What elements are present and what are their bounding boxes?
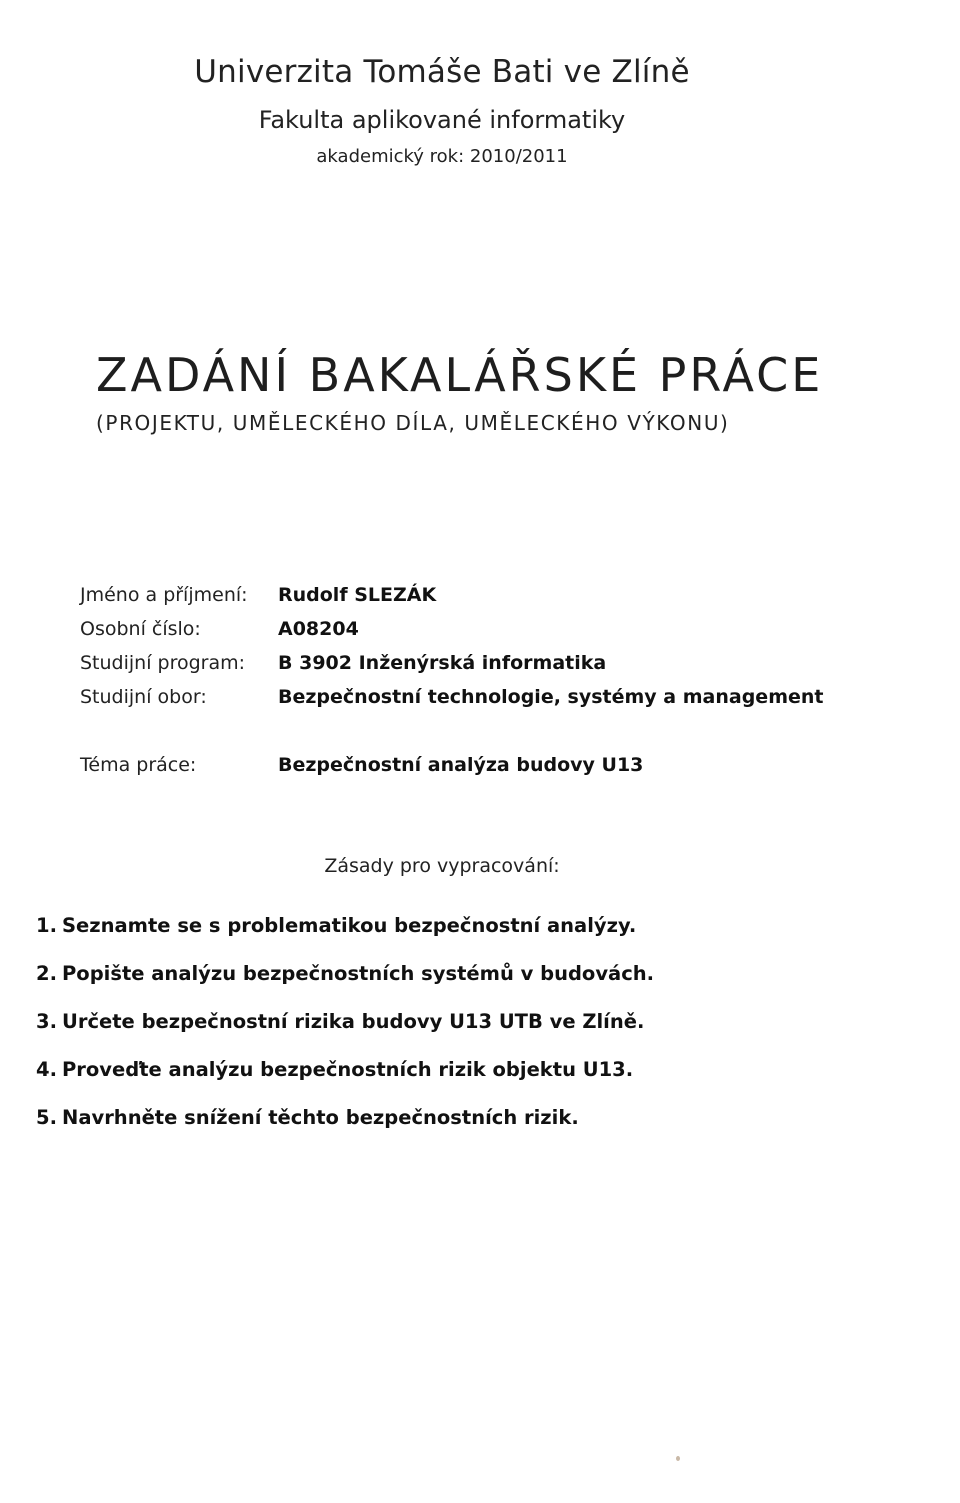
student-info — [80, 578, 860, 714]
guidelines-title: Zásady pro vypracování: — [324, 855, 560, 877]
guidelines-list — [36, 908, 896, 1148]
faculty-name: Fakulta aplikované informatiky — [258, 106, 626, 134]
program-label: Studijní program: — [80, 652, 246, 674]
guideline-item — [36, 1052, 896, 1100]
info-row-program — [80, 646, 860, 680]
guideline-text: Proveďte analýzu bezpečnostních rizik objektu U13. — [62, 1058, 634, 1081]
guideline-item — [36, 956, 896, 1004]
guideline-number: 5. — [36, 1106, 57, 1129]
program-value: B 3902 Inženýrská informatika — [278, 652, 607, 674]
guideline-text: Seznamte se s problematikou bezpečnostní analýzy. — [62, 914, 637, 937]
info-row-field — [80, 680, 860, 714]
name-label: Jméno a příjmení: — [80, 584, 248, 606]
document-title: ZADÁNÍ BAKALÁŘSKÉ PRÁCE — [96, 348, 824, 402]
topic-label: Téma práce: — [80, 754, 197, 776]
guideline-item — [36, 1004, 896, 1052]
guideline-text: Určete bezpečnostní rizika budovy U13 UTB ve Zlíně. — [62, 1010, 645, 1033]
name-value: Rudolf SLEZÁK — [278, 584, 437, 606]
guideline-number: 4. — [36, 1058, 57, 1081]
topic-value: Bezpečnostní analýza budovy U13 — [278, 754, 644, 776]
guideline-number: 2. — [36, 962, 57, 985]
id-label: Osobní číslo: — [80, 618, 201, 640]
guideline-text: Popište analýzu bezpečnostních systémů v budovách. — [62, 962, 655, 985]
academic-year: akademický rok: 2010/2011 — [316, 146, 568, 167]
info-row-name — [80, 578, 860, 612]
id-value: A08204 — [278, 618, 359, 640]
guideline-number: 3. — [36, 1010, 57, 1033]
info-row-id — [80, 612, 860, 646]
university-name: Univerzita Tomáše Bati ve Zlíně — [194, 54, 690, 90]
scan-speck — [676, 1456, 680, 1461]
guideline-item — [36, 908, 896, 956]
guideline-number: 1. — [36, 914, 57, 937]
guideline-text: Navrhněte snížení těchto bezpečnostních rizik. — [62, 1106, 579, 1129]
thesis-topic — [80, 748, 860, 782]
document-subtitle: (PROJEKTU, UMĚLECKÉHO DÍLA, UMĚLECKÉHO VÝKONU) — [96, 411, 730, 435]
field-value: Bezpečnostní technologie, systémy a management — [278, 686, 824, 708]
guideline-item — [36, 1100, 896, 1148]
field-label: Studijní obor: — [80, 686, 207, 708]
